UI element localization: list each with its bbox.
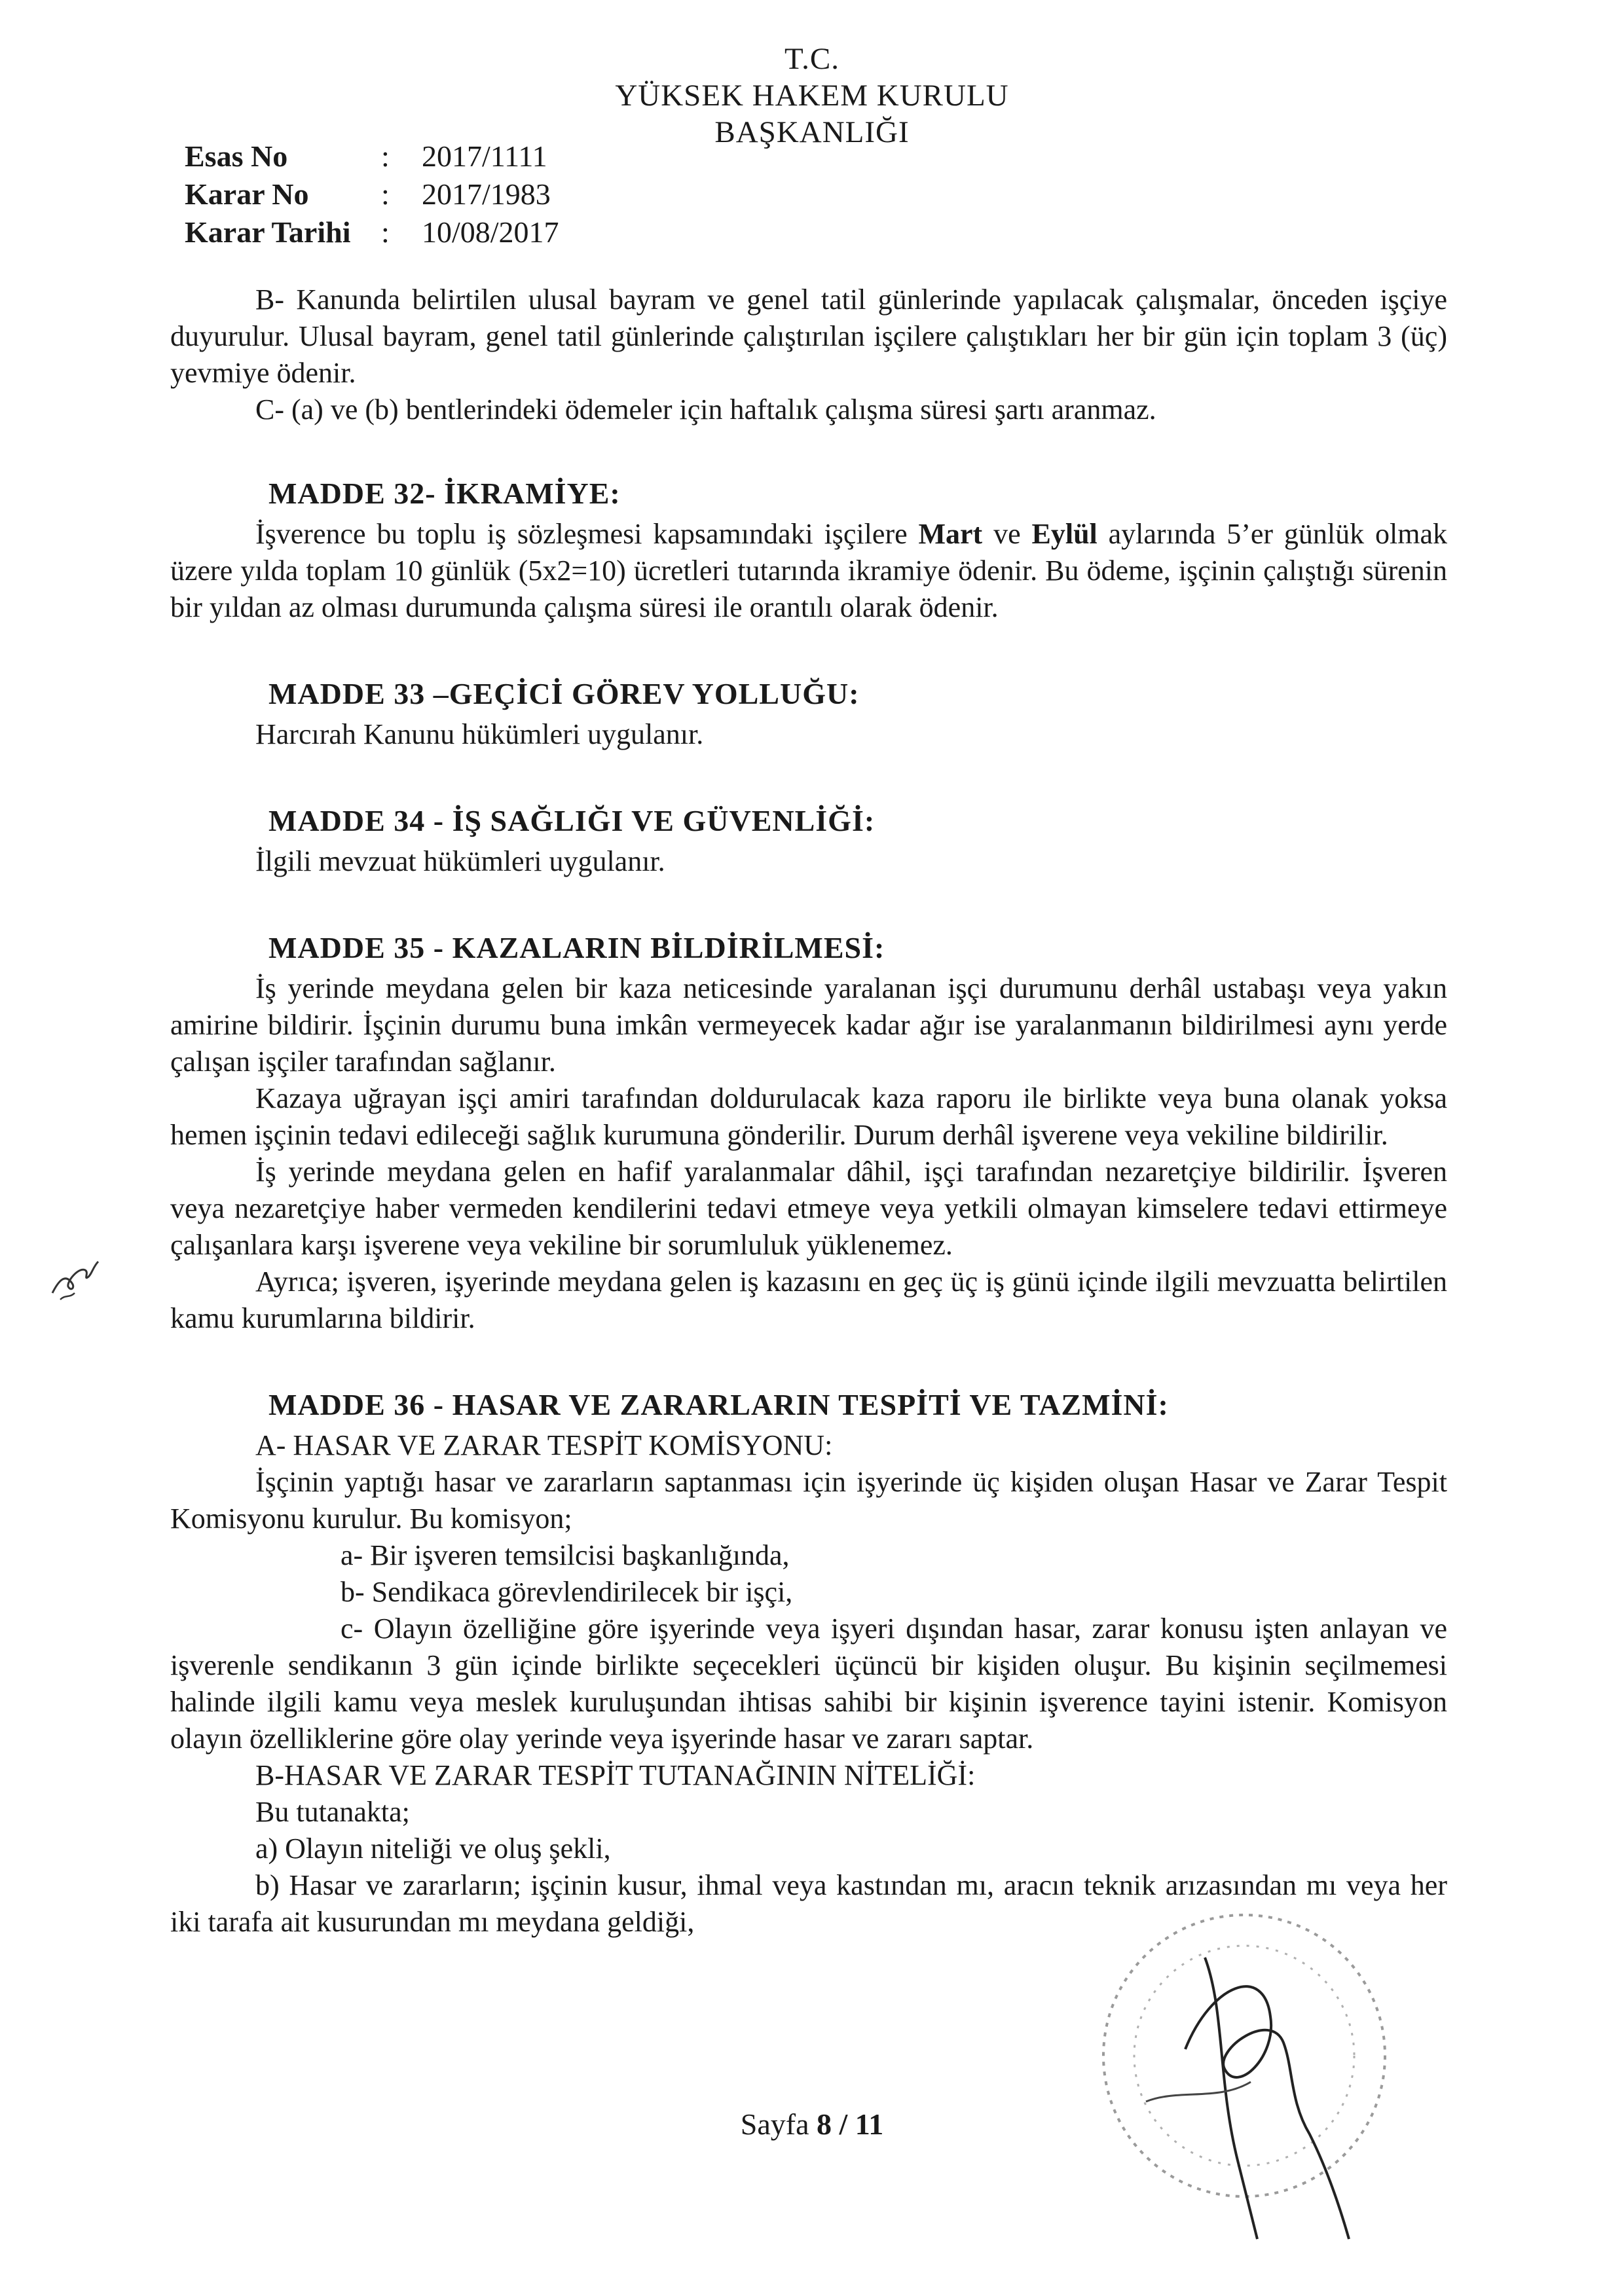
meta-sep: : [381, 139, 390, 173]
article-36-title: MADDE 36 - HASAR VE ZARARLARIN TESPİTİ VE TAZMİNİ: [268, 1388, 1169, 1421]
article-36-item-b: b- Sendikaca görevlendirilecek bir işçi, [341, 1576, 793, 1608]
official-seal-icon [1074, 1886, 1414, 2252]
meta-value: 10/08/2017 [422, 215, 559, 249]
page-footer [0, 2107, 1624, 2141]
article-33-title: MADDE 33 –GEÇİCİ GÖREV YOLLUĞU: [268, 677, 860, 710]
article-36-item-c: c- Olayın özelliğine göre işyerinde veya işyeri dışından hasar, zarar konusu işten anlayan ve işverenle sendikanın 3 gün içinde birlikte seçecekleri üçüncü bir kişiden oluşur. Bu kişinin seçilmemesi halinde ilgili kamu veya meslek kuruluşundan ihtisas sahibi bir kişinin işverence tayini istenir. Komisyon olayın özelliklerine göre olay yerinde veya işyerinde hasar ve zararı saptar. [170, 1613, 1447, 1755]
document-body [170, 282, 1447, 1941]
article-36-subheading-b: B-HASAR VE ZARAR TESPİT TUTANAĞININ NİTELİĞİ: [255, 1759, 976, 1791]
article-35-paragraph-1: İş yerinde meydana gelen bir kaza neticesinde yaralanan işçi durumunu derhâl ustabaşı veya yakın amirine bildirir. İşçinin durumu buna imkân vermeyecek kadar ağır ise yaralanmanın bildirilmesi aynı yerde çalışan işçiler tarafından sağlanır. [170, 972, 1447, 1078]
paragraph-b: B- Kanunda belirtilen ulusal bayram ve genel tatil günlerinde yapılacak çalışmalar, önceden işçiye duyurulur. Ulusal bayram, genel tatil günlerinde çalıştırılan işçilere çalıştıkları her bir gün için toplam 3 (üç) yevmiye ödenir. [170, 283, 1447, 389]
paragraph-c: C- (a) ve (b) bentlerindeki ödemeler için haftalık çalışma süresi şartı aranmaz. [255, 393, 1156, 426]
meta-sep: : [381, 215, 390, 249]
article-34-paragraph: İlgili mevzuat hükümleri uygulanır. [255, 845, 665, 877]
meta-value: 2017/1983 [422, 177, 551, 211]
institution-header [576, 41, 1048, 151]
meta-row-esas [185, 137, 618, 175]
article-36-paragraph-a: İşçinin yaptığı hasar ve zararların saptanması için işyerinde üç kişiden oluşan Hasar ve Zarar Tespit Komisyonu kurulur. Bu komisyon; [170, 1466, 1447, 1535]
article-32-paragraph: İşverence bu toplu iş sözleşmesi kapsamındaki işçilere Mart ve Eylül aylarında 5’er günlük olmak üzere yılda toplam 10 günlük (5x2=10) ücretleri tutarında ikramiye ödenir. Bu ödeme, işçinin çalıştığı sürenin bir yıldan az olması durumunda çalışma süresi ile orantılı olarak ödenir. [170, 518, 1447, 623]
month-march: Mart [918, 518, 983, 550]
article-36-paragraph-b: Bu tutanakta; [255, 1796, 410, 1828]
page-label: Sayfa [740, 2107, 817, 2141]
meta-row-tarih [185, 213, 618, 251]
article-36-subheading-a: A- HASAR VE ZARAR TESPİT KOMİSYONU: [255, 1429, 833, 1461]
meta-value: 2017/1111 [422, 139, 547, 173]
header-line-tc: T.C. [784, 42, 840, 76]
meta-label: Karar Tarihi [185, 215, 351, 249]
meta-label: Esas No [185, 139, 288, 173]
margin-initial-icon [46, 1247, 105, 1306]
month-september: Eylül [1031, 518, 1098, 550]
article-35-paragraph-4: Ayrıca; işveren, işyerinde meydana gelen iş kazasını en geç üç iş günü içinde ilgili mevzuatta belirtilen kamu kurumlarına bildirir. [170, 1266, 1447, 1334]
article-36-item-ba: a) Olayın niteliği ve oluş şekli, [255, 1832, 611, 1865]
article-32-title: MADDE 32- İKRAMİYE: [268, 477, 621, 510]
article-34-title: MADDE 34 - İŞ SAĞLIĞI VE GÜVENLİĞİ: [268, 804, 876, 837]
meta-sep: : [381, 177, 390, 211]
article-35-title: MADDE 35 - KAZALARIN BİLDİRİLMESİ: [268, 931, 885, 964]
meta-row-karar [185, 175, 618, 213]
article-35-paragraph-3: İş yerinde meydana gelen en hafif yaralanmalar dâhil, işçi tarafından nezaretçiye bildirilir. İşveren veya nezaretçiye haber vermeden kendilerini tedavi etmeye veya yetkili olmayan kimselere tedavi ettirmeye çalışanlara karşı işverene veya vekiline bir sorumluluk yüklenemez. [170, 1156, 1447, 1261]
meta-label: Karar No [185, 177, 309, 211]
article-33-paragraph: Harcırah Kanunu hükümleri uygulanır. [255, 718, 704, 750]
case-metadata [185, 137, 618, 251]
page-number: 8 / 11 [817, 2107, 884, 2141]
article-35-paragraph-2: Kazaya uğrayan işçi amiri tarafından doldurulacak kaza raporu ile birlikte veya buna olanak yoksa hemen işçinin tedavi edileceği sağlık kurumuna gönderilir. Durum derhâl işverene veya vekiline bildirilir. [170, 1082, 1447, 1151]
header-line-institution: YÜKSEK HAKEM KURULU [615, 79, 1009, 113]
article-36-item-a: a- Bir işveren temsilcisi başkanlığında, [341, 1539, 790, 1571]
article-36-item-bb: b) Hasar ve zararların; işçinin kusur, ihmal veya kastından mı, aracın teknik arızasından mı veya her iki tarafa ait kusurundan mı meydana geldiği, [170, 1869, 1447, 1938]
header-line-department: BAŞKANLIĞI [714, 115, 910, 149]
